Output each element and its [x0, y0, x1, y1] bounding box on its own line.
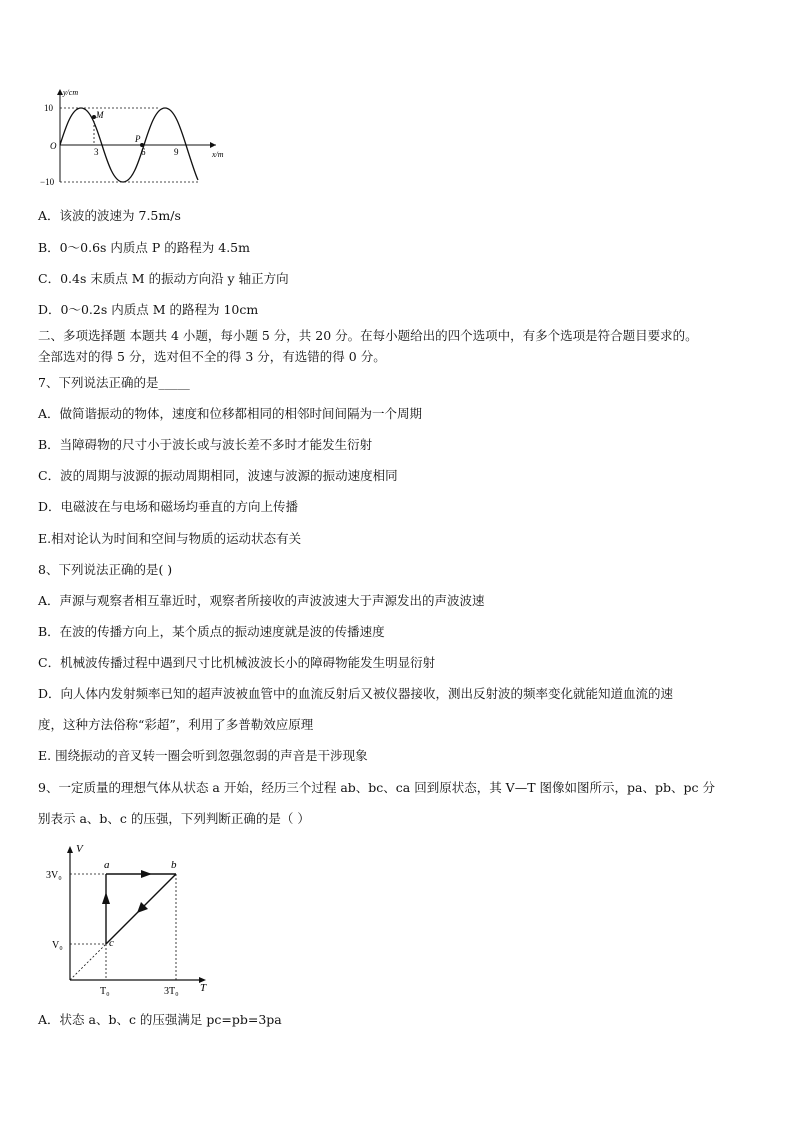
- q8-option-b: B．在波的传播方向上，某个质点的振动速度就是波的传播速度: [38, 624, 385, 639]
- q8-stem: 8、下列说法正确的是( ): [38, 562, 173, 577]
- tick-9: 9: [174, 147, 179, 157]
- tick-10: 10: [44, 103, 53, 113]
- q8-option-d-line1: D．向人体内发射频率已知的超声波被血管中的血流反射后又被仪器接收，测出反射波的频率变化就能知道血流的速: [38, 686, 674, 701]
- q8-option-c: C．机械波传播过程中遇到尺寸比机械波波长小的障碍物能发生明显衍射: [38, 655, 436, 670]
- tick-3t0: 3T₀: [164, 986, 179, 997]
- section2-header-line2: 全部选对的得 5 分，选对但不全的得 3 分，有选错的得 0 分。: [38, 349, 386, 364]
- q8-option-a: A．声源与观察者相互靠近时，观察者所接收的声波波速大于声源发出的声波波速: [38, 593, 485, 608]
- vt-x-axis-label: T: [200, 982, 207, 994]
- section2-header-line1: 二、多项选择题 本题共 4 小题，每小题 5 分，共 20 分。在每小题给出的四个选项中，有多个选项是符合题目要求的。: [38, 328, 698, 343]
- point-p-label: P: [135, 134, 141, 144]
- tick-6: 6: [141, 147, 146, 157]
- wave-graph: [38, 86, 238, 190]
- point-a-label: a: [104, 859, 110, 871]
- q9-stem-line2: 别表示 a、b、c 的压强，下列判断正确的是（ ）: [38, 811, 310, 826]
- q7-option-b: B．当障碍物的尺寸小于波长或与波长差不多时才能发生衍射: [38, 437, 373, 452]
- q9-option-a: A．状态 a、b、c 的压强满足 pc=pb=3pa: [38, 1012, 282, 1027]
- q9-stem-line1: 9、一定质量的理想气体从状态 a 开始，经历三个过程 ab、bc、ca 回到原状态，其 V—T 图像如图所示，pa、pb、pc 分: [38, 780, 715, 795]
- q6-option-b: B．0～0.6s 内质点 P 的路程为 4.5m: [38, 240, 250, 255]
- tick-neg10: −10: [40, 177, 55, 187]
- x-axis-label: x/m: [212, 150, 224, 159]
- q7-option-e: E.相对论认为时间和空间与物质的运动状态有关: [38, 531, 302, 546]
- q6-option-c: C．0.4s 末质点 M 的振动方向沿 y 轴正方向: [38, 271, 289, 286]
- q6-option-a: A．该波的波速为 7.5m/s: [38, 208, 181, 223]
- tick-3: 3: [94, 147, 99, 157]
- q7-option-d: D．电磁波在与电场和磁场均垂直的方向上传播: [38, 499, 299, 514]
- point-c-label: c: [109, 937, 114, 949]
- vt-y-axis-label: V: [76, 843, 83, 855]
- q7-stem: 7、下列说法正确的是_____: [38, 375, 190, 390]
- q7-option-c: C．波的周期与波源的振动周期相同，波速与波源的振动速度相同: [38, 468, 398, 483]
- q8-option-d-line2: 度，这种方法俗称“彩超”，利用了多普勒效应原理: [38, 717, 314, 732]
- arrow-ab: [141, 870, 152, 878]
- vt-graph: [44, 840, 224, 1000]
- tick-t0: T₀: [100, 986, 110, 997]
- y-axis-label: y/cm: [63, 88, 79, 97]
- arrow-ca: [102, 892, 110, 904]
- q6-option-d: D．0～0.2s 内质点 M 的路程为 10cm: [38, 302, 259, 317]
- point-m-label: M: [96, 110, 104, 120]
- tick-v0: V₀: [52, 940, 63, 951]
- q7-option-a: A．做简谐振动的物体，速度和位移都相同的相邻时间间隔为一个周期: [38, 406, 423, 421]
- tick-3v0: 3V₀: [46, 870, 62, 881]
- origin-label: O: [50, 141, 57, 151]
- point-b-label: b: [171, 859, 177, 871]
- q8-option-e: E. 围绕振动的音叉转一圈会听到忽强忽弱的声音是干涉现象: [38, 748, 368, 763]
